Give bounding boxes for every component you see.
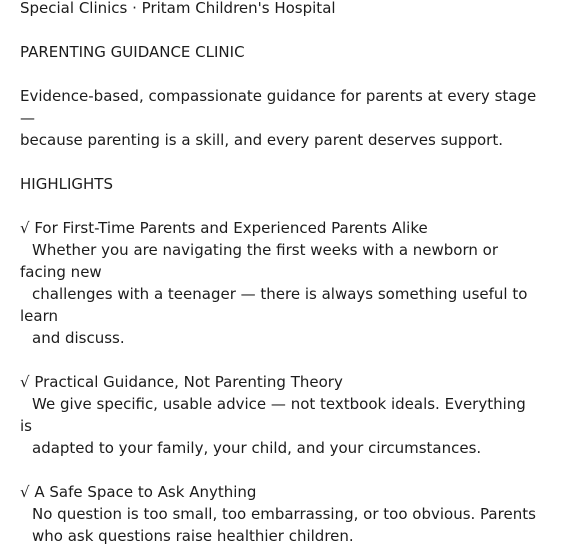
page-title: PARENTING GUIDANCE CLINIC — [20, 43, 245, 61]
spacer — [20, 198, 568, 220]
highlight-body-line: We give specific, usable advice — not textbook ideals. Everything — [32, 395, 526, 413]
spacer — [20, 462, 568, 484]
highlight-item — [20, 484, 568, 550]
highlight-body-line: adapted to your family, your child, and your circumstances. — [32, 439, 482, 457]
highlight-title-text: A Safe Space to Ask Anything — [34, 483, 257, 501]
highlight-title — [20, 220, 568, 242]
highlight-item — [20, 220, 568, 374]
highlight-title-text: For First-Time Parents and Experienced Parents Alike — [34, 219, 428, 237]
checkmark-icon: √ — [20, 483, 30, 501]
checkmark-icon: √ — [20, 219, 30, 237]
checkmark-icon: √ — [20, 373, 30, 391]
highlight-item — [20, 374, 568, 484]
document — [20, 0, 568, 550]
highlight-body-line: and discuss. — [32, 329, 125, 347]
highlight-title-text: Practical Guidance, Not Parenting Theory — [34, 373, 343, 391]
highlight-title — [20, 374, 568, 396]
highlight-body-line: facing new — [20, 263, 102, 281]
spacer — [20, 22, 568, 44]
highlight-body-line: learn — [20, 307, 58, 325]
highlight-body-line: Whether you are navigating the first weeks with a newborn or — [32, 241, 499, 259]
highlight-body-line: challenges with a teenager — there is always something useful to — [32, 285, 528, 303]
highlight-body-line: who ask questions raise healthier children. — [32, 527, 354, 545]
highlight-list — [20, 220, 568, 550]
breadcrumb: Special Clinics · Pritam Children's Hospital — [20, 0, 336, 17]
spacer — [20, 66, 568, 88]
highlights-heading: HIGHLIGHTS — [20, 175, 113, 193]
spacer — [20, 352, 568, 374]
highlight-body-line: is — [20, 417, 32, 435]
intro-line: because parenting is a skill, and every parent deserves support. — [20, 131, 503, 149]
intro-line: — — [20, 109, 35, 127]
intro-line: Evidence-based, compassionate guidance for parents at every stage — [20, 87, 537, 105]
highlight-body-line: No question is too small, too embarrassing, or too obvious. Parents — [32, 505, 536, 523]
spacer — [20, 154, 568, 176]
highlight-title — [20, 484, 568, 506]
